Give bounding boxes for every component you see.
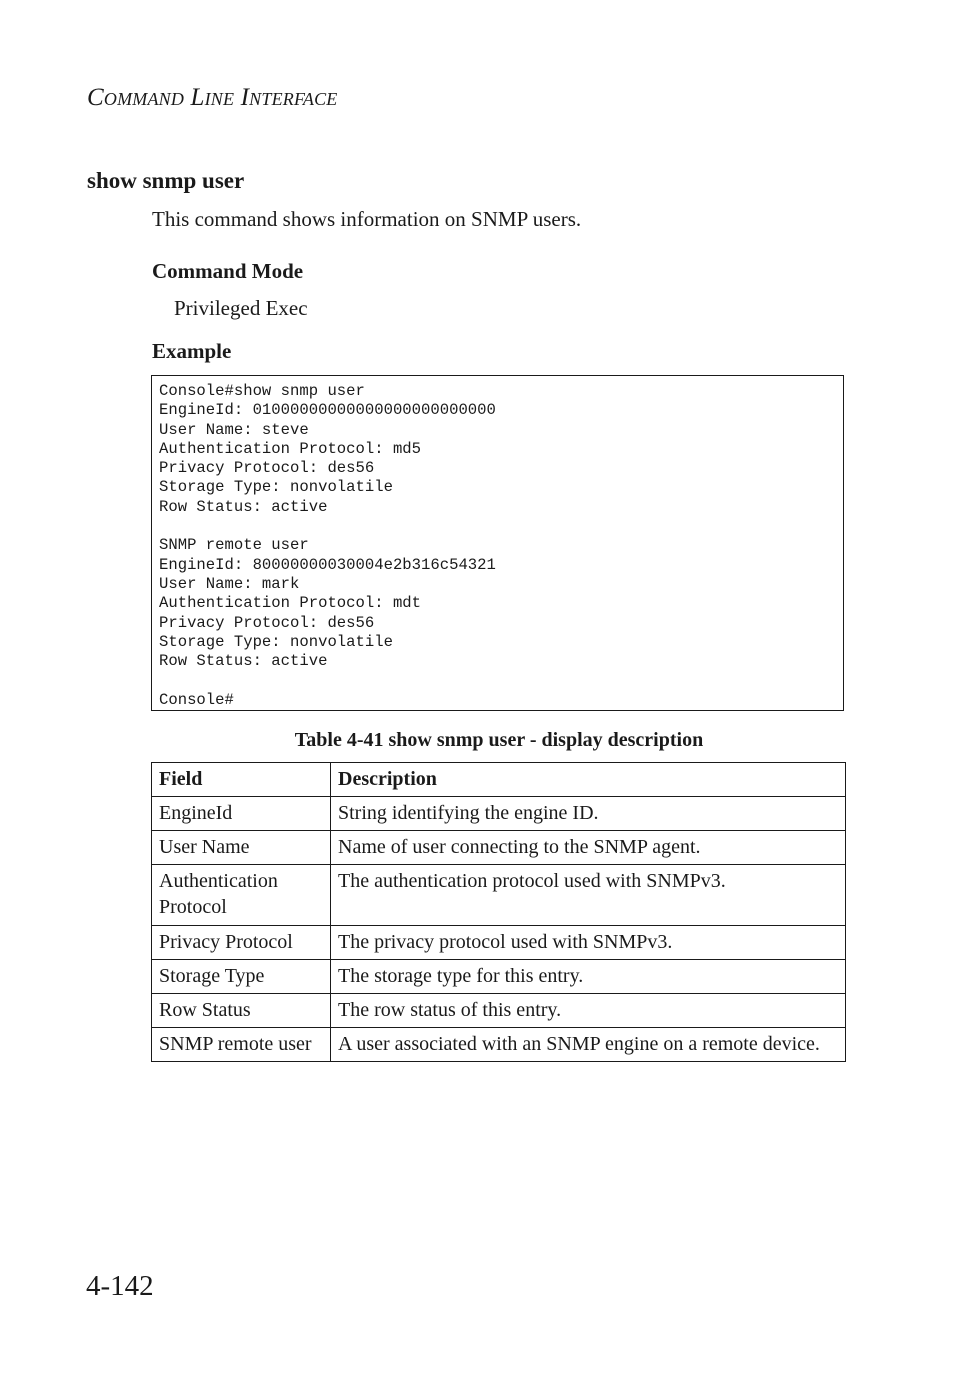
table-header-row — [152, 763, 846, 797]
description-cell: The storage type for this entry. — [331, 960, 846, 994]
description-cell: A user associated with an SNMP engine on a remote device. — [331, 1028, 846, 1062]
field-cell: Storage Type — [152, 960, 331, 994]
example-heading: Example — [152, 339, 232, 363]
description-cell: The row status of this entry. — [331, 994, 846, 1028]
field-cell: User Name — [152, 831, 331, 865]
code-line: Authentication Protocol: md5 — [159, 439, 422, 458]
example-code-block — [151, 375, 844, 711]
running-header: Command Line Interface — [87, 84, 338, 111]
code-line: Privacy Protocol: des56 — [159, 459, 375, 478]
command-description: This command shows information on SNMP users. — [152, 207, 582, 231]
code-line: Authentication Protocol: mdt — [159, 594, 422, 613]
code-line: SNMP remote user — [159, 536, 309, 555]
table-row — [152, 994, 846, 1028]
table-row — [152, 960, 846, 994]
table-row — [152, 831, 846, 865]
code-line — [159, 671, 843, 690]
header-description: Description — [331, 763, 846, 797]
code-line: User Name: mark — [159, 574, 300, 593]
command-mode-heading: Command Mode — [152, 259, 304, 283]
page-number: 4-142 — [86, 1270, 154, 1302]
description-cell: The privacy protocol used with SNMPv3. — [331, 926, 846, 960]
field-cell: Row Status — [152, 994, 331, 1028]
field-cell: Authentication Protocol — [152, 865, 331, 926]
table-row — [152, 1028, 846, 1062]
code-line: User Name: steve — [159, 420, 309, 439]
description-cell: Name of user connecting to the SNMP agent. — [331, 831, 846, 865]
description-cell: String identifying the engine ID. — [331, 797, 846, 831]
code-line — [159, 517, 843, 536]
table-row — [152, 797, 846, 831]
table-row — [152, 926, 846, 960]
code-line: Storage Type: nonvolatile — [159, 478, 393, 497]
command-title: show snmp user — [87, 168, 245, 193]
code-line: Privacy Protocol: des56 — [159, 613, 375, 632]
field-cell: SNMP remote user — [152, 1028, 331, 1062]
display-description-table — [151, 762, 846, 1062]
code-line: Row Status: active — [159, 497, 328, 516]
code-line: Storage Type: nonvolatile — [159, 632, 393, 651]
header-field: Field — [152, 763, 331, 797]
description-cell: The authentication protocol used with SNMPv3. — [331, 865, 846, 926]
field-cell: EngineId — [152, 797, 331, 831]
table-row — [152, 865, 846, 926]
field-cell: Privacy Protocol — [152, 926, 331, 960]
table-caption: Table 4-41 show snmp user - display description — [294, 729, 704, 751]
command-mode-value: Privileged Exec — [174, 296, 308, 320]
code-line: Console#show snmp user — [159, 382, 365, 400]
code-line: EngineId: 80000000030004e2b316c54321 — [159, 555, 496, 574]
code-line: Console# — [159, 690, 234, 709]
code-line: Row Status: active — [159, 652, 328, 671]
code-line: EngineId: 01000000000000000000000000 — [159, 401, 496, 420]
